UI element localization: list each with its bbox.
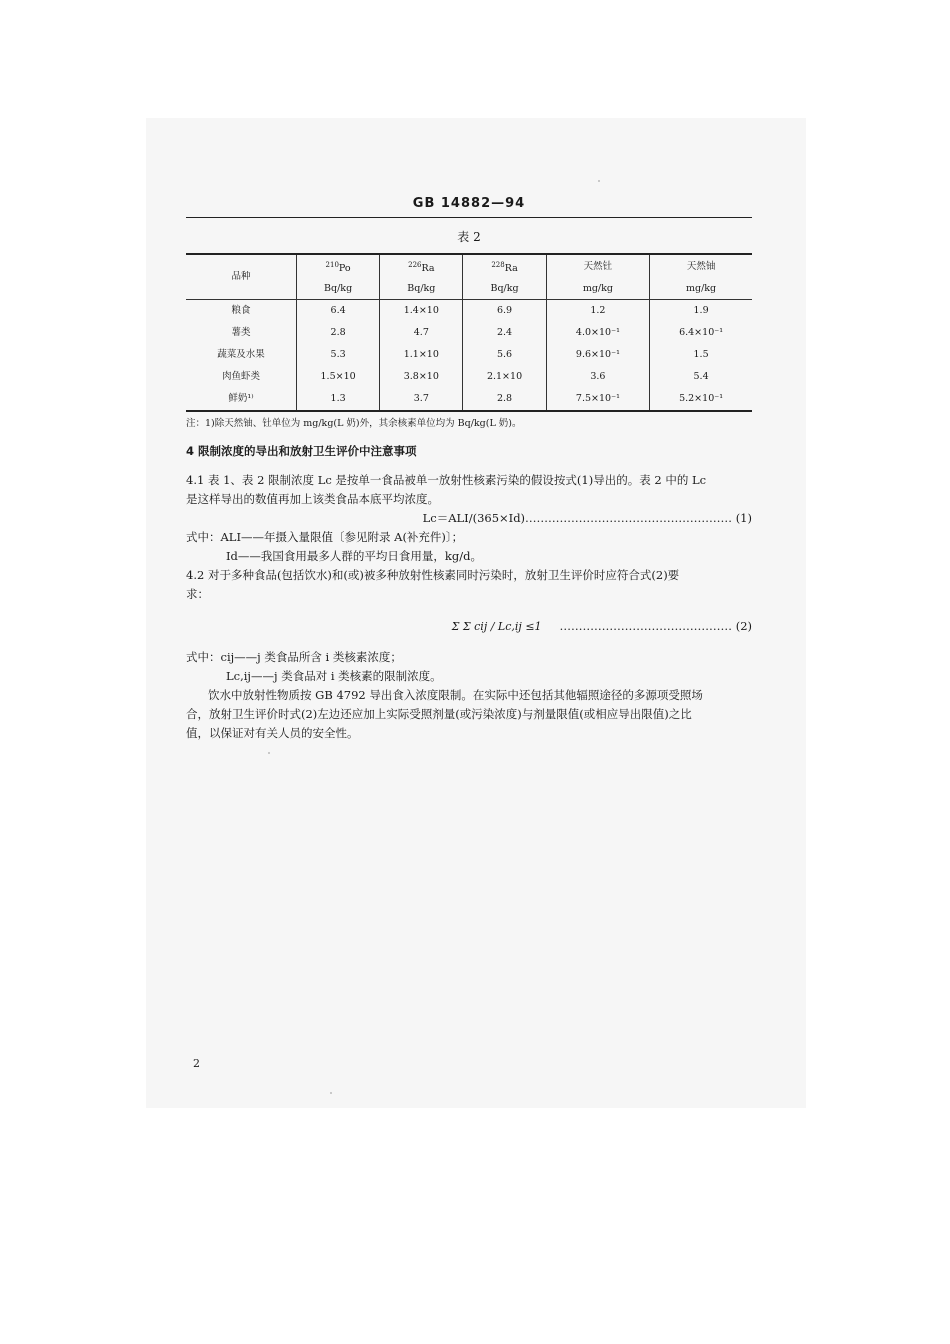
col-unit-ra228: Bq/kg: [463, 279, 546, 300]
formula-2-where-lcij: Lc,ij——j 类食品对 i 类核素的限制浓度。: [226, 669, 442, 684]
document-header: GB 14882—94: [412, 196, 526, 211]
paragraph-last-line2: 合，放射卫生评价时式(2)左边还应加上实际受照剂量(或污染浓度)与剂量限值(或相应导出限值)之比: [186, 707, 692, 722]
table-row: 鲜奶¹⁾ 1.3 3.7 2.8 7.5×10⁻¹ 5.2×10⁻¹: [186, 388, 752, 411]
limit-table: [186, 253, 752, 412]
paragraph-4-1-line1: 4.1 表 1、表 2 限制浓度 Lc 是按单一食品被单一放射性核素污染的假设按式(1)导出的。表 2 中的 Lc: [186, 473, 707, 488]
document-page: [186, 196, 752, 743]
formula-1-where-ali: 式中：ALI——年摄入量限值〔参见附录 A(补充件)〕；: [186, 530, 464, 545]
col-header-po210: $^{210}$Po: [297, 254, 380, 279]
formula-1: Lc＝ALI/(365×Id)……………………………………………… (1): [422, 511, 752, 526]
table-row: 粮食 6.4 1.4×10 6.9 1.2 1.9: [186, 300, 752, 323]
paragraph-4-2-line1: 4.2 对于多种食品(包括饮水)和(或)被多种放射性核素同时污染时，放射卫生评价时应符合式(2)要: [186, 568, 680, 583]
table-row: 蔬菜及水果 5.3 1.1×10 5.6 9.6×10⁻¹ 1.5: [186, 344, 752, 366]
col-unit-po210: Bq/kg: [297, 279, 380, 300]
table-row: 肉鱼虾类 1.5×10 3.8×10 2.1×10 3.6 5.4: [186, 366, 752, 388]
col-unit-uranium: mg/kg: [650, 279, 752, 300]
col-header-uranium: 天然铀: [650, 254, 752, 279]
paragraph-4-1-line2: 是这样导出的数值再加上该类食品本底平均浓度。: [186, 492, 439, 507]
paragraph-last-line3: 值，以保证对有关人员的安全性。: [186, 726, 359, 741]
header-rule: [186, 217, 752, 218]
paragraph-4-2-line2: 求：: [186, 587, 209, 602]
col-unit-ra226: Bq/kg: [380, 279, 463, 300]
formula-2-where-cij: 式中：cij——j 类食品所含 i 类核素浓度；: [186, 650, 402, 665]
col-header-variety: 品种: [186, 254, 297, 300]
table-row: 薯类 2.8 4.7 2.4 4.0×10⁻¹ 6.4×10⁻¹: [186, 322, 752, 344]
col-header-ra226: $^{226}$Ra: [380, 254, 463, 279]
scan-speck: [268, 752, 270, 754]
table-title: 表 2: [457, 230, 481, 244]
formula-2-number: ……………………………………… (2): [559, 619, 752, 634]
col-header-ra228: $^{228}$Ra: [463, 254, 546, 279]
scan-speck: [330, 1092, 332, 1094]
paragraph-last-line1: 饮水中放射性物质按 GB 4792 导出食入浓度限制。在实际中还包括其他辐照途径的多源项受照场: [208, 688, 703, 703]
page-number: 2: [193, 1057, 200, 1070]
table-note: 注：1)除天然铀、钍单位为 mg/kg(L 奶)外，其余核素单位均为 Bq/kg(L 奶)。: [186, 418, 522, 430]
section-title: 4 限制浓度的导出和放射卫生评价中注意事项: [186, 444, 417, 459]
formula-2-expression: Σ Σ cij / Lc,ij ≤1: [451, 619, 542, 633]
col-header-thorium: 天然钍: [546, 254, 649, 279]
col-unit-thorium: mg/kg: [546, 279, 649, 300]
formula-2: [186, 604, 752, 648]
formula-1-where-id: Id——我国食用最多人群的平均日食用量，kg/d。: [226, 549, 482, 564]
scan-speck: [598, 180, 600, 182]
